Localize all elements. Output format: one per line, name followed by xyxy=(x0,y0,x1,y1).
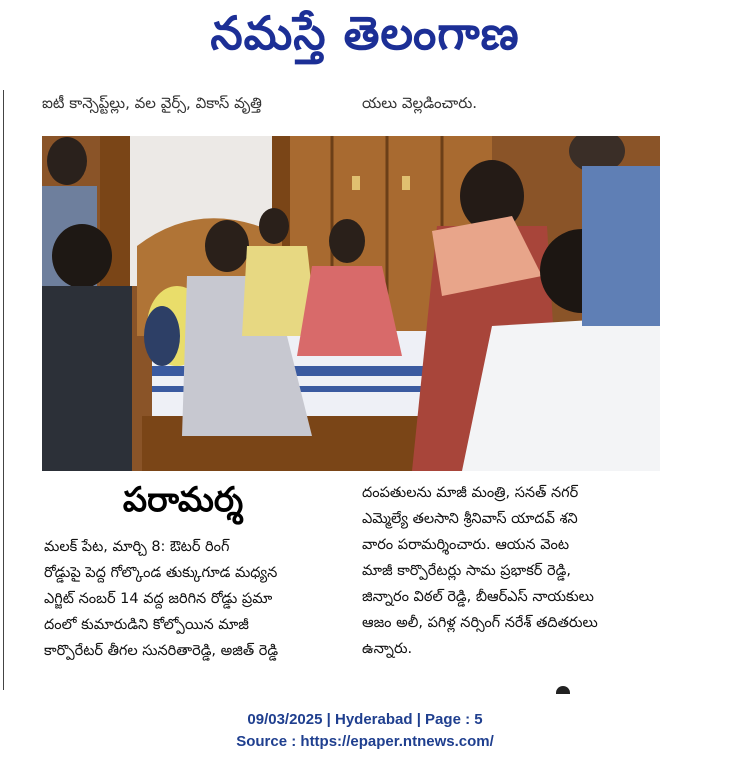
article-line: రోడ్డుపై పెద్ద గోల్కొండ తుక్కుగూడ మధ్యన xyxy=(44,565,278,581)
article-heading: పరామర్శ xyxy=(122,480,244,520)
article-line: కార్పొరేటర్ తీగల సునరితారెడ్డి, అజిత్ రెడ్డి xyxy=(44,643,279,659)
cut-off-text-left: ఐటీ కాన్సెప్ట్‌ల్లు, వల వైర్స్, వికాస్ వృత్తి xyxy=(42,94,262,112)
article-line: ఎగ్జిట్ నంబర్ 14 వద్ద జరిగిన రోడ్డు ప్రమా xyxy=(44,591,273,607)
article-line: మాజీ కార్పొరేటర్లు సామ ప్రభాకర్ రెడ్డి, xyxy=(362,563,571,579)
article-line: దంపతులను మాజీ మంత్రి, సనత్ నగర్ xyxy=(362,485,579,501)
source-link[interactable]: Source : https://epaper.ntnews.com/ xyxy=(236,733,494,750)
article-line: ఆజం అలీ, పగిళ్ల నర్సింగ్ నరేశ్ తదితరులు xyxy=(362,615,598,631)
cut-off-text-right: యలు వెల్లడించారు. xyxy=(362,94,478,112)
article-line: వారం పరామర్శించారు. ఆయన వెంట xyxy=(362,537,570,553)
article-line: మలక్ పేట, మార్చి 8: ఔటర్ రింగ్ xyxy=(44,539,230,555)
cut-off-glyph xyxy=(556,686,570,694)
masthead xyxy=(0,0,730,82)
article-line: జిన్నారం విఠల్ రెడ్డి, బీఆర్ఎస్ నాయకులు xyxy=(362,589,594,605)
article-line: ఉన్నారు. xyxy=(362,641,413,657)
article-line: దంలో కుమారుడిని కోల్పోయిన మాజీ xyxy=(44,617,249,633)
page-edge-line xyxy=(3,90,4,690)
article-column-left xyxy=(44,534,338,664)
article-line: ఎమ్మెల్యే తలసాని శ్రీనివాస్ యాదవ్ శని xyxy=(362,511,578,527)
edition-info: 09/03/2025 | Hyderabad | Page : 5 xyxy=(247,711,483,728)
newspaper-title: నమస్తే తెలంగాణ xyxy=(210,6,520,60)
news-photo xyxy=(42,136,660,471)
article-column-right xyxy=(362,480,660,662)
